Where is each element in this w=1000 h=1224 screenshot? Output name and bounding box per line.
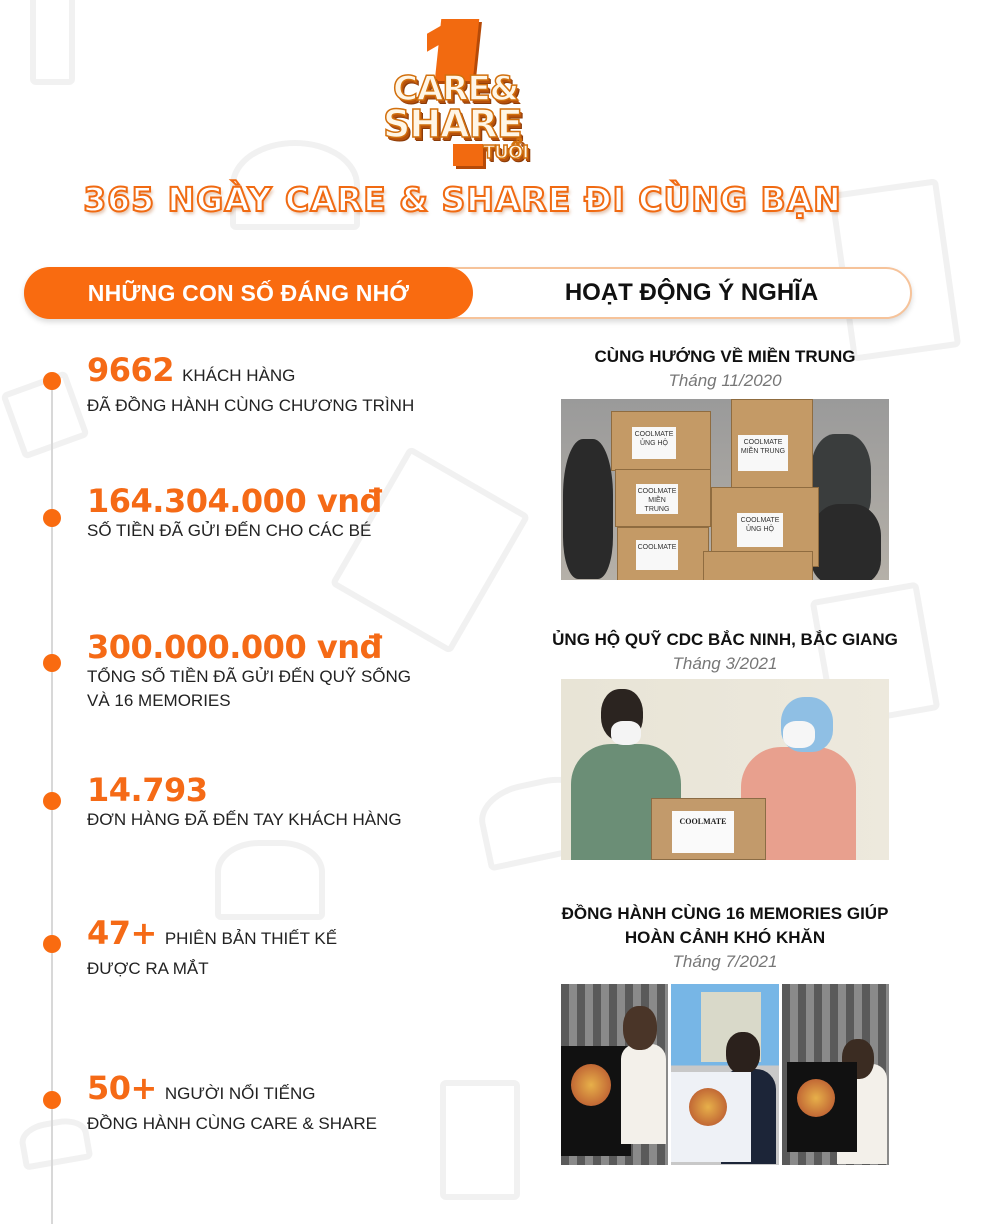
stat-inline-label: NGƯỜI NỔI TIẾNG xyxy=(164,1084,316,1103)
donation-box xyxy=(651,798,766,860)
activity-central-vietnam xyxy=(540,345,910,393)
photo-panel xyxy=(561,984,668,1165)
stat-description: VÀ 16 MEMORIES xyxy=(87,691,231,710)
black-bag xyxy=(811,504,881,580)
cardboard-box: COOLMATE ỦNG HỘ xyxy=(611,411,711,471)
stat-description: ĐƠN HÀNG ĐÃ ĐẾN TAY KHÁCH HÀNG xyxy=(87,810,402,829)
page-headline: 365 NGÀY CARE & SHARE ĐI CÙNG BẠN xyxy=(83,180,842,219)
activity-16-memories xyxy=(540,902,910,974)
stat-description: SỐ TIỀN ĐÃ GỬI ĐẾN CHO CÁC BÉ xyxy=(87,521,372,540)
logo-word-share: SHARE xyxy=(383,102,522,146)
activity-title: ỦNG HỘ QUỸ CDC BẮC NINH, BẮC GIANG xyxy=(552,630,898,649)
stat-description: ĐÃ ĐỒNG HÀNH CÙNG CHƯƠNG TRÌNH xyxy=(87,396,415,415)
timeline-dot xyxy=(43,792,61,810)
cardboard-box: COOLMATE MIỀN TRUNG xyxy=(731,399,813,504)
background-decoration xyxy=(440,1080,520,1200)
timeline-dot xyxy=(43,1091,61,1109)
background-decoration xyxy=(30,0,75,85)
activity-photo-volunteers xyxy=(561,679,889,860)
face-mask xyxy=(611,721,641,745)
timeline-dot xyxy=(43,935,61,953)
tab-memorable-numbers[interactable]: NHỮNG CON SỐ ĐÁNG NHỚ xyxy=(24,267,473,319)
care-share-logo xyxy=(383,14,543,164)
stat-description: ĐỒNG HÀNH CÙNG CARE & SHARE xyxy=(87,1114,377,1133)
tab-meaningful-activities[interactable]: HOẠT ĐỘNG Ý NGHĨA xyxy=(564,279,819,306)
activity-title: HOÀN CẢNH KHÓ KHĂN xyxy=(624,928,826,947)
cardboard-box: COOLMATE ỦNG HỘ xyxy=(711,487,819,567)
timeline-dot xyxy=(43,654,61,672)
activity-date: Tháng 3/2021 xyxy=(672,654,778,673)
stat-value: 50+ xyxy=(87,1069,157,1107)
photo-panel xyxy=(671,984,778,1165)
stat-description: TỔNG SỐ TIỀN ĐÃ GỬI ĐẾN QUỸ SỐNG xyxy=(87,667,412,686)
activity-photo-tshirts xyxy=(561,984,889,1165)
stat-description: ĐƯỢC RA MẮT xyxy=(87,959,209,978)
background-decoration xyxy=(17,1114,94,1170)
stat-value: 14.793 xyxy=(87,771,208,809)
activity-title: ĐỒNG HÀNH CÙNG 16 MEMORIES GIÚP xyxy=(561,904,889,923)
person-head xyxy=(726,1032,760,1074)
stat-inline-label: PHIÊN BẢN THIẾT KẾ xyxy=(164,929,338,948)
logo-word-care: CARE& xyxy=(393,69,519,109)
tshirt-print xyxy=(797,1079,835,1117)
section-tab-bar xyxy=(24,267,912,319)
tshirt-print xyxy=(571,1064,611,1106)
cardboard-box xyxy=(703,551,813,580)
cardboard-box: COOLMATE MIỀN TRUNG xyxy=(615,469,711,527)
activity-photo-donation-boxes xyxy=(561,399,889,580)
white-shirt xyxy=(621,1044,666,1144)
black-bag xyxy=(563,439,613,579)
stat-inline-label: KHÁCH HÀNG xyxy=(182,366,296,385)
cardboard-box: COOLMATE xyxy=(617,527,709,580)
timeline-dot xyxy=(43,372,61,390)
stat-value: 300.000.000 vnđ xyxy=(87,628,382,666)
activity-cdc-support xyxy=(540,628,910,676)
logo-word-tuoi: TUỔI xyxy=(483,142,528,163)
background-decoration xyxy=(215,840,325,920)
logo-number-base xyxy=(453,144,483,166)
box-label: COOLMATE xyxy=(672,811,734,853)
face-mask xyxy=(783,721,815,748)
activity-date: Tháng 11/2020 xyxy=(668,371,782,390)
photo-panel xyxy=(782,984,889,1165)
activity-title: CÙNG HƯỚNG VỀ MIỀN TRUNG xyxy=(594,347,856,366)
timeline-dot xyxy=(43,509,61,527)
person-head xyxy=(623,1006,657,1050)
stat-value: 9662 xyxy=(87,351,175,389)
activity-date: Tháng 7/2021 xyxy=(672,952,778,971)
background-decoration xyxy=(329,446,530,655)
stat-value: 164.304.000 vnđ xyxy=(87,482,382,520)
stat-value: 47+ xyxy=(87,914,157,952)
